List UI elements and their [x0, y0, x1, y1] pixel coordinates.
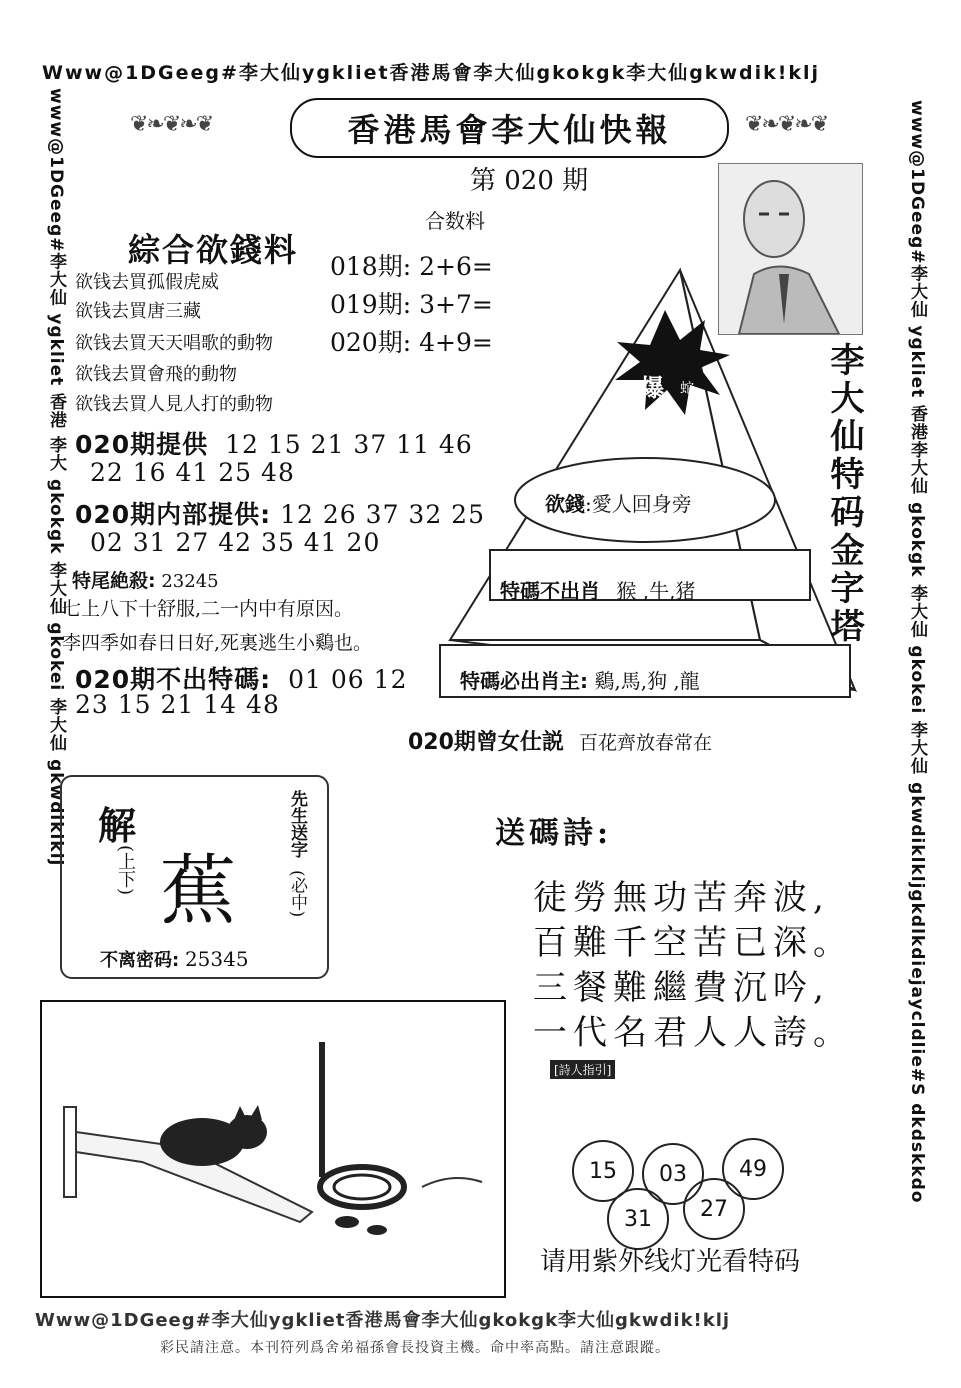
number-ball: 31: [607, 1188, 669, 1250]
riddles-title: 綜合欲錢料: [128, 231, 299, 269]
tail-kill-label: 特尾絶殺:: [72, 570, 156, 592]
top-watermark-strip: Www@1DGeeg#李大仙ygkliet香港馬會李大仙gkokgk李大仙gkwdik!klj: [42, 62, 821, 84]
verse-line: 七上八下十舒服,二一内中有原因。: [62, 598, 354, 620]
burst-char: 爆: [640, 373, 664, 402]
footer-notice: 彩民請注意。本刊符列爲舍弟福孫會長投資主機。命中率高點。請注意跟蹤。: [160, 1340, 670, 1356]
riddle-item: 欲钱去買天天唱歌的動物: [75, 333, 273, 354]
poem-tag: [詩人指引]: [550, 1060, 615, 1079]
yuqian-text: :愛人回身旁: [585, 492, 692, 516]
internal-numbers: 12 26 37 32 25: [280, 500, 485, 529]
bottom-watermark-strip: Www@1DGeeg#李大仙ygkliet香港馬會李大仙gkokgk李大仙gkwdik!klj: [35, 1310, 731, 1331]
quote-label: 020期曾女仕説: [408, 730, 564, 755]
heshu-line: 018期: 2+6=: [330, 252, 493, 281]
riddle-item: 欲钱去買孤假虎威: [75, 272, 219, 293]
poem-line: 徒勞無功苦奔波,: [533, 878, 830, 918]
number-ball: 27: [683, 1178, 745, 1240]
internal-line-2: 02 31 27 42 35 41 20: [90, 528, 381, 557]
title-ornament-left: ❦❧❦❧❦: [130, 112, 213, 137]
jie-sub: (上下): [115, 845, 136, 896]
title-ornament-right: ❦❧❦❧❦: [745, 112, 828, 137]
number-ball: 15: [572, 1140, 634, 1202]
jie-code: [100, 946, 249, 972]
yuqian-label: 欲錢: [545, 492, 585, 516]
no-zodiac-animals: 猴 ,牛,猪: [616, 579, 696, 603]
riddle-item: 欲钱去買唐三藏: [75, 301, 201, 322]
heshu-line: 019期: 3+7=: [330, 290, 493, 319]
jie-side: 先生送字: [287, 790, 307, 858]
poem-line: 三餐難繼費沉吟,: [533, 968, 830, 1008]
no-special-line-2: 23 15 21 14 48: [75, 690, 280, 719]
must-zodiac-label: 特碼必出肖主:: [460, 669, 588, 693]
poem-title: 送碼詩:: [495, 816, 613, 851]
right-watermark-strip: www@1DGeeg#李大仙 ygkliet 香港李大仙 gkokgk 李大仙 gkokei 李大仙 gkwdiklkljgkdlkdiejaycldlie#S dkdskkdo: [907, 100, 927, 1204]
riddle-item: 欲钱去買人見人打的動物: [75, 394, 273, 415]
heshu-line: 020期: 4+9=: [330, 328, 493, 357]
no-special-label: 020期不出特碼:: [75, 665, 272, 694]
poem-line: 一代名君人人誇。: [533, 1013, 853, 1053]
tail-kill-value: 23245: [161, 571, 219, 592]
internal-label: 020期内部提供:: [75, 500, 272, 529]
quote-row: [408, 725, 712, 756]
page-title: 香港馬會李大仙快報: [290, 98, 729, 158]
jie-side-sub: (必中): [287, 870, 307, 918]
verse-line: 李四季如春日日好,死裏逃生小鷄也。: [62, 632, 373, 654]
tail-kill: [72, 566, 219, 593]
provide-line-2: 22 16 41 25 48: [90, 458, 295, 487]
number-ball: 03: [642, 1143, 704, 1205]
quote-text: 百花齊放春常在: [578, 732, 712, 754]
heshu-title: 合数料: [425, 209, 485, 233]
no-zodiac-row: [500, 575, 695, 604]
provide-label: 020期提供: [75, 430, 209, 459]
no-special-numbers: 01 06 12: [288, 665, 408, 694]
no-zodiac-label: 特碼不出肖: [500, 579, 600, 603]
poem-line: 百難千空苦已深。: [533, 923, 853, 963]
left-watermark-strip: www@1DGeeg#李大仙 ygkliet 香港 李大 gkokgk 李大仙 gkokei 李大仙 gkwdiklklj: [46, 88, 66, 867]
jie-char: 解: [98, 803, 137, 848]
jie-code-value: 25345: [184, 947, 249, 971]
burst-animal: 蛇: [680, 381, 694, 397]
must-zodiac-animals: 鷄,馬,狗 ,龍: [594, 669, 700, 693]
jie-code-label: 不离密码:: [100, 950, 180, 971]
uv-notice: 请用紫外线灯光看特码: [540, 1247, 801, 1277]
cat-illustration: [42, 1002, 500, 1292]
illustration-frame: [40, 1000, 506, 1298]
must-zodiac-row: [460, 665, 700, 694]
pyramid-side-title: 李大仙特码金字塔: [824, 342, 864, 646]
jie-big-char: 蕉: [160, 846, 236, 935]
issue-number: 第 020 期: [470, 166, 589, 196]
pyramid-graphic: [395, 250, 875, 720]
yuqian-row: [545, 488, 692, 517]
number-ball: 49: [722, 1138, 784, 1200]
provide-numbers: 12 15 21 37 11 46: [225, 430, 473, 459]
riddle-item: 欲钱去買會飛的動物: [75, 364, 237, 385]
